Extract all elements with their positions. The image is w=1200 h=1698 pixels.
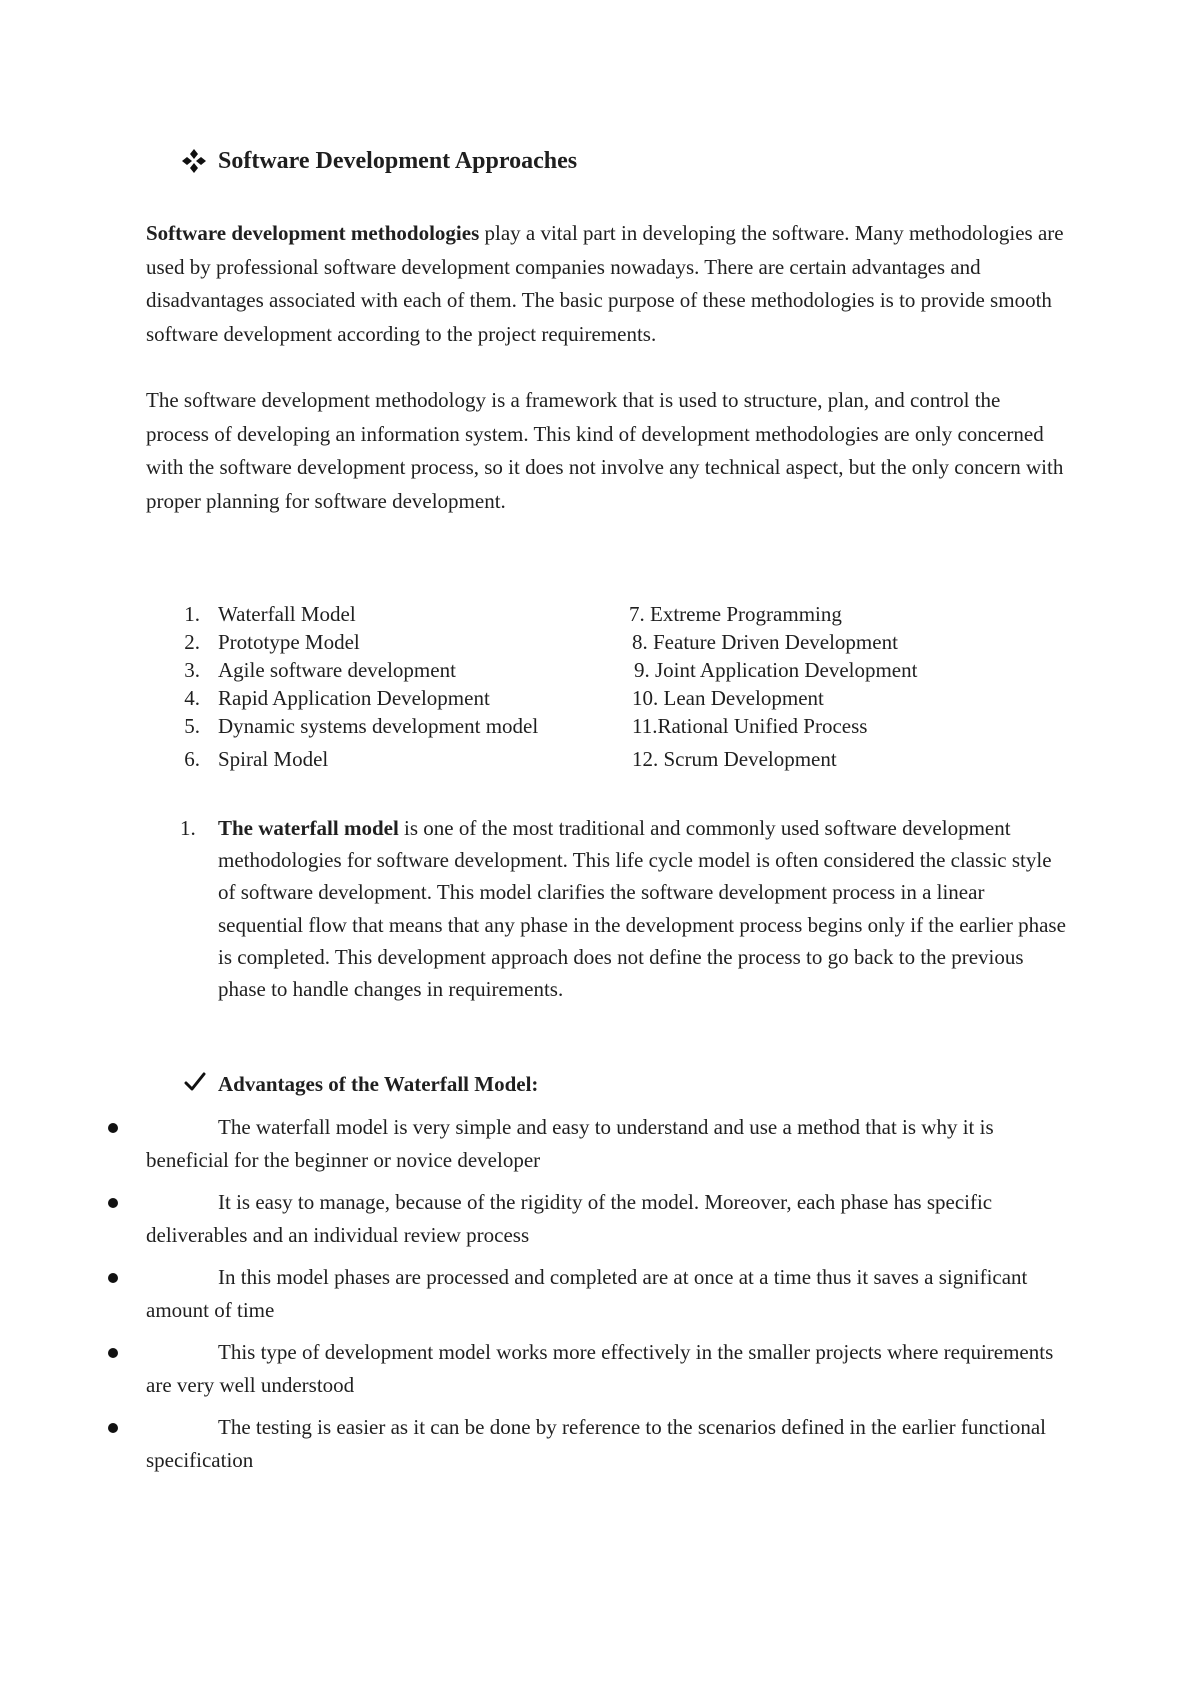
list-item: 11.Rational Unified Process — [632, 714, 868, 738]
advantages-heading: Advantages of the Waterfall Model: — [218, 1072, 539, 1096]
list-label: Spiral Model — [218, 747, 329, 771]
list-number: 4. — [184, 686, 200, 710]
page-title: Software Development Approaches — [218, 148, 578, 174]
list-item — [146, 1411, 1066, 1476]
bullet-text: The waterfall model is very simple and easy to understand and use a method that is why it is beneficial for the beginner or novice developer — [146, 1115, 994, 1172]
list-number: 1. — [184, 602, 200, 626]
list-number: 3. — [184, 658, 200, 682]
intro-paragraph-2: The software development methodology is a framework that is used to structure, plan, and control the process of developing an information system. This kind of development methodologies are only concerned with the software development process, so it does not involve any technical aspect, but the only concern with proper planning for software development. — [146, 388, 1064, 513]
list-item: 12. Scrum Development — [632, 747, 837, 771]
list-item — [146, 1336, 1066, 1401]
bullet-text: In this model phases are processed and completed are at once at a time thus it saves a significant amount of time — [146, 1265, 1028, 1322]
list-label: Agile software development — [218, 658, 456, 682]
bullet-dot-icon — [108, 1123, 118, 1133]
detail-number: 1. — [180, 816, 196, 840]
list-item: 9. Joint Application Development — [634, 658, 918, 682]
bullet-dot-icon — [108, 1423, 118, 1433]
bullet-text: The testing is easier as it can be done by reference to the scenarios defined in the earlier functional specification — [146, 1415, 1046, 1472]
list-label: Waterfall Model — [218, 602, 356, 626]
list-item — [146, 1186, 1066, 1251]
checkmark-icon — [184, 1071, 206, 1093]
detail-text: is one of the most traditional and commonly used software development methodologies for software development. This life cycle model is often considered the classic style of software development. This model clarifies the software development process in a linear sequential flow that means that any phase in the development process begins only if the earlier phase is completed. This development approach does not define the process to go back to the previous phase to handle changes in requirements. — [218, 816, 1066, 1002]
intro-paragraph-1 — [146, 217, 1066, 351]
list-number: 5. — [184, 714, 200, 738]
list-label: Rapid Application Development — [218, 686, 490, 710]
list-item: 7. Extreme Programming — [629, 602, 842, 626]
detail-bold-term: The waterfall model — [218, 816, 399, 840]
four-diamond-bullet-icon — [181, 148, 207, 174]
list-item — [146, 1111, 1066, 1176]
list-item: 8. Feature Driven Development — [632, 630, 898, 654]
list-number: 2. — [184, 630, 200, 654]
waterfall-description — [218, 812, 1068, 1005]
bullet-dot-icon — [108, 1273, 118, 1283]
bullet-dot-icon — [108, 1198, 118, 1208]
list-item: 10. Lean Development — [632, 686, 824, 710]
bullet-dot-icon — [108, 1348, 118, 1358]
intro-paragraph-1-text: play a vital part in developing the software. Many methodologies are used by professional software development companies nowadays. There are certain advantages and disadvantages associated with each of them. The basic purpose of these methodologies is to provide smooth software development according to the project requirements. — [146, 221, 1064, 346]
list-item — [146, 1261, 1066, 1326]
list-label: Dynamic systems development model — [218, 714, 539, 738]
bullet-text: This type of development model works more effectively in the smaller projects where requirements are very well understood — [146, 1340, 1054, 1397]
bullet-text: It is easy to manage, because of the rigidity of the model. Moreover, each phase has specific deliverables and an individual review process — [146, 1190, 993, 1247]
list-label: Prototype Model — [218, 630, 360, 654]
intro-bold-term: Software development methodologies — [146, 221, 480, 245]
list-number: 6. — [184, 747, 200, 771]
